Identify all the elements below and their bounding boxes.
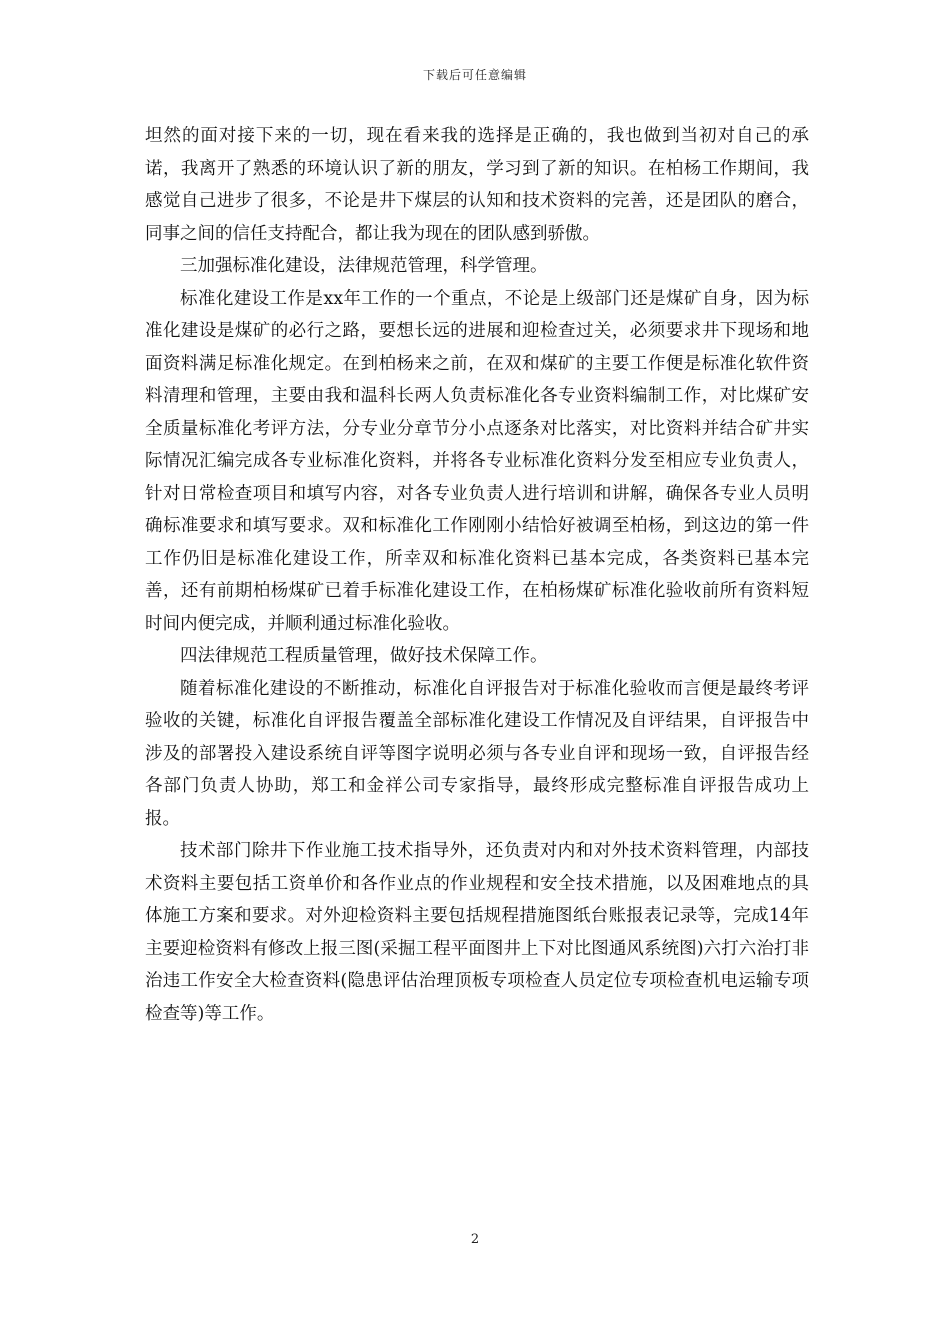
document-body — [145, 120, 809, 1030]
paragraph-4-heading: 四法律规范工程质量管理，做好技术保障工作。 — [180, 646, 548, 666]
page-header: 下载后可任意编辑 — [422, 68, 527, 82]
paragraph-2-heading: 三加强标准化建设，法律规范管理，科学管理。 — [180, 256, 548, 276]
paragraph-1: 坦然的面对接下来的一切，现在看来我的选择是正确的，我也做到当初对自己的承诺，我离开了熟悉的环境认识了新的朋友，学习到了新的知识。在柏杨工作期间，我感觉自己进步了很多，不论是井下煤层的认知和技术资料的完善，还是团队的磨合，同事之间的信任支持配合，都让我为现在的团队感到骄傲。 — [145, 126, 809, 244]
paragraph-6: 技术部门除井下作业施工技术指导外，还负责对内和对外技术资料管理，内部技术资料主要包括工资单价和各作业点的作业规程和安全技术措施，以及困难地点的具体施工方案和要求。对外迎检资料主要包括规程措施图纸台账报表记录等，完成14年主要迎检资料有修改上报三图(采掘工程平面图井上下对比图通风系统图)六打六治打非治违工作安全大检查资料(隐患评估治理顶板专项检查人员定位专项检查机电运输专项检查等)等工作。 — [145, 841, 809, 1024]
page-number: 2 — [470, 1232, 480, 1247]
paragraph-5: 随着标准化建设的不断推动，标准化自评报告对于标准化验收而言便是最终考评验收的关键，标准化自评报告覆盖全部标准化建设工作情况及自评结果，自评报告中涉及的部署投入建设系统自评等图字说明必须与各专业自评和现场一致，自评报告经各部门负责人协助，郑工和金祥公司专家指导，最终形成完整标准自评报告成功上报。 — [145, 678, 809, 829]
paragraph-3: 标准化建设工作是xx年工作的一个重点，不论是上级部门还是煤矿自身，因为标准化建设是煤矿的必行之路，要想长远的进展和迎检查过关，必须要求井下现场和地面资料满足标准化规定。在到柏杨来之前，在双和煤矿的主要工作便是标准化软件资料清理和管理，主要由我和温科长两人负责标准化各专业资料编制工作，对比煤矿安全质量标准化考评方法，分专业分章节分小点逐条对比落实，对比资料并结合矿井实际情况汇编完成各专业标准化资料，并将各专业标准化资料分发至相应专业负责人，针对日常检查项目和填写内容，对各专业负责人进行培训和讲解，确保各专业人员明确标准要求和填写要求。双和标准化工作刚刚小结恰好被调至柏杨，到这边的第一件工作仍旧是标准化建设工作，所幸双和标准化资料已基本完成，各类资料已基本完善，还有前期柏杨煤矿已着手标准化建设工作，在柏杨煤矿标准化验收前所有资料短时间内便完成，并顺利通过标准化验收。 — [145, 288, 809, 634]
